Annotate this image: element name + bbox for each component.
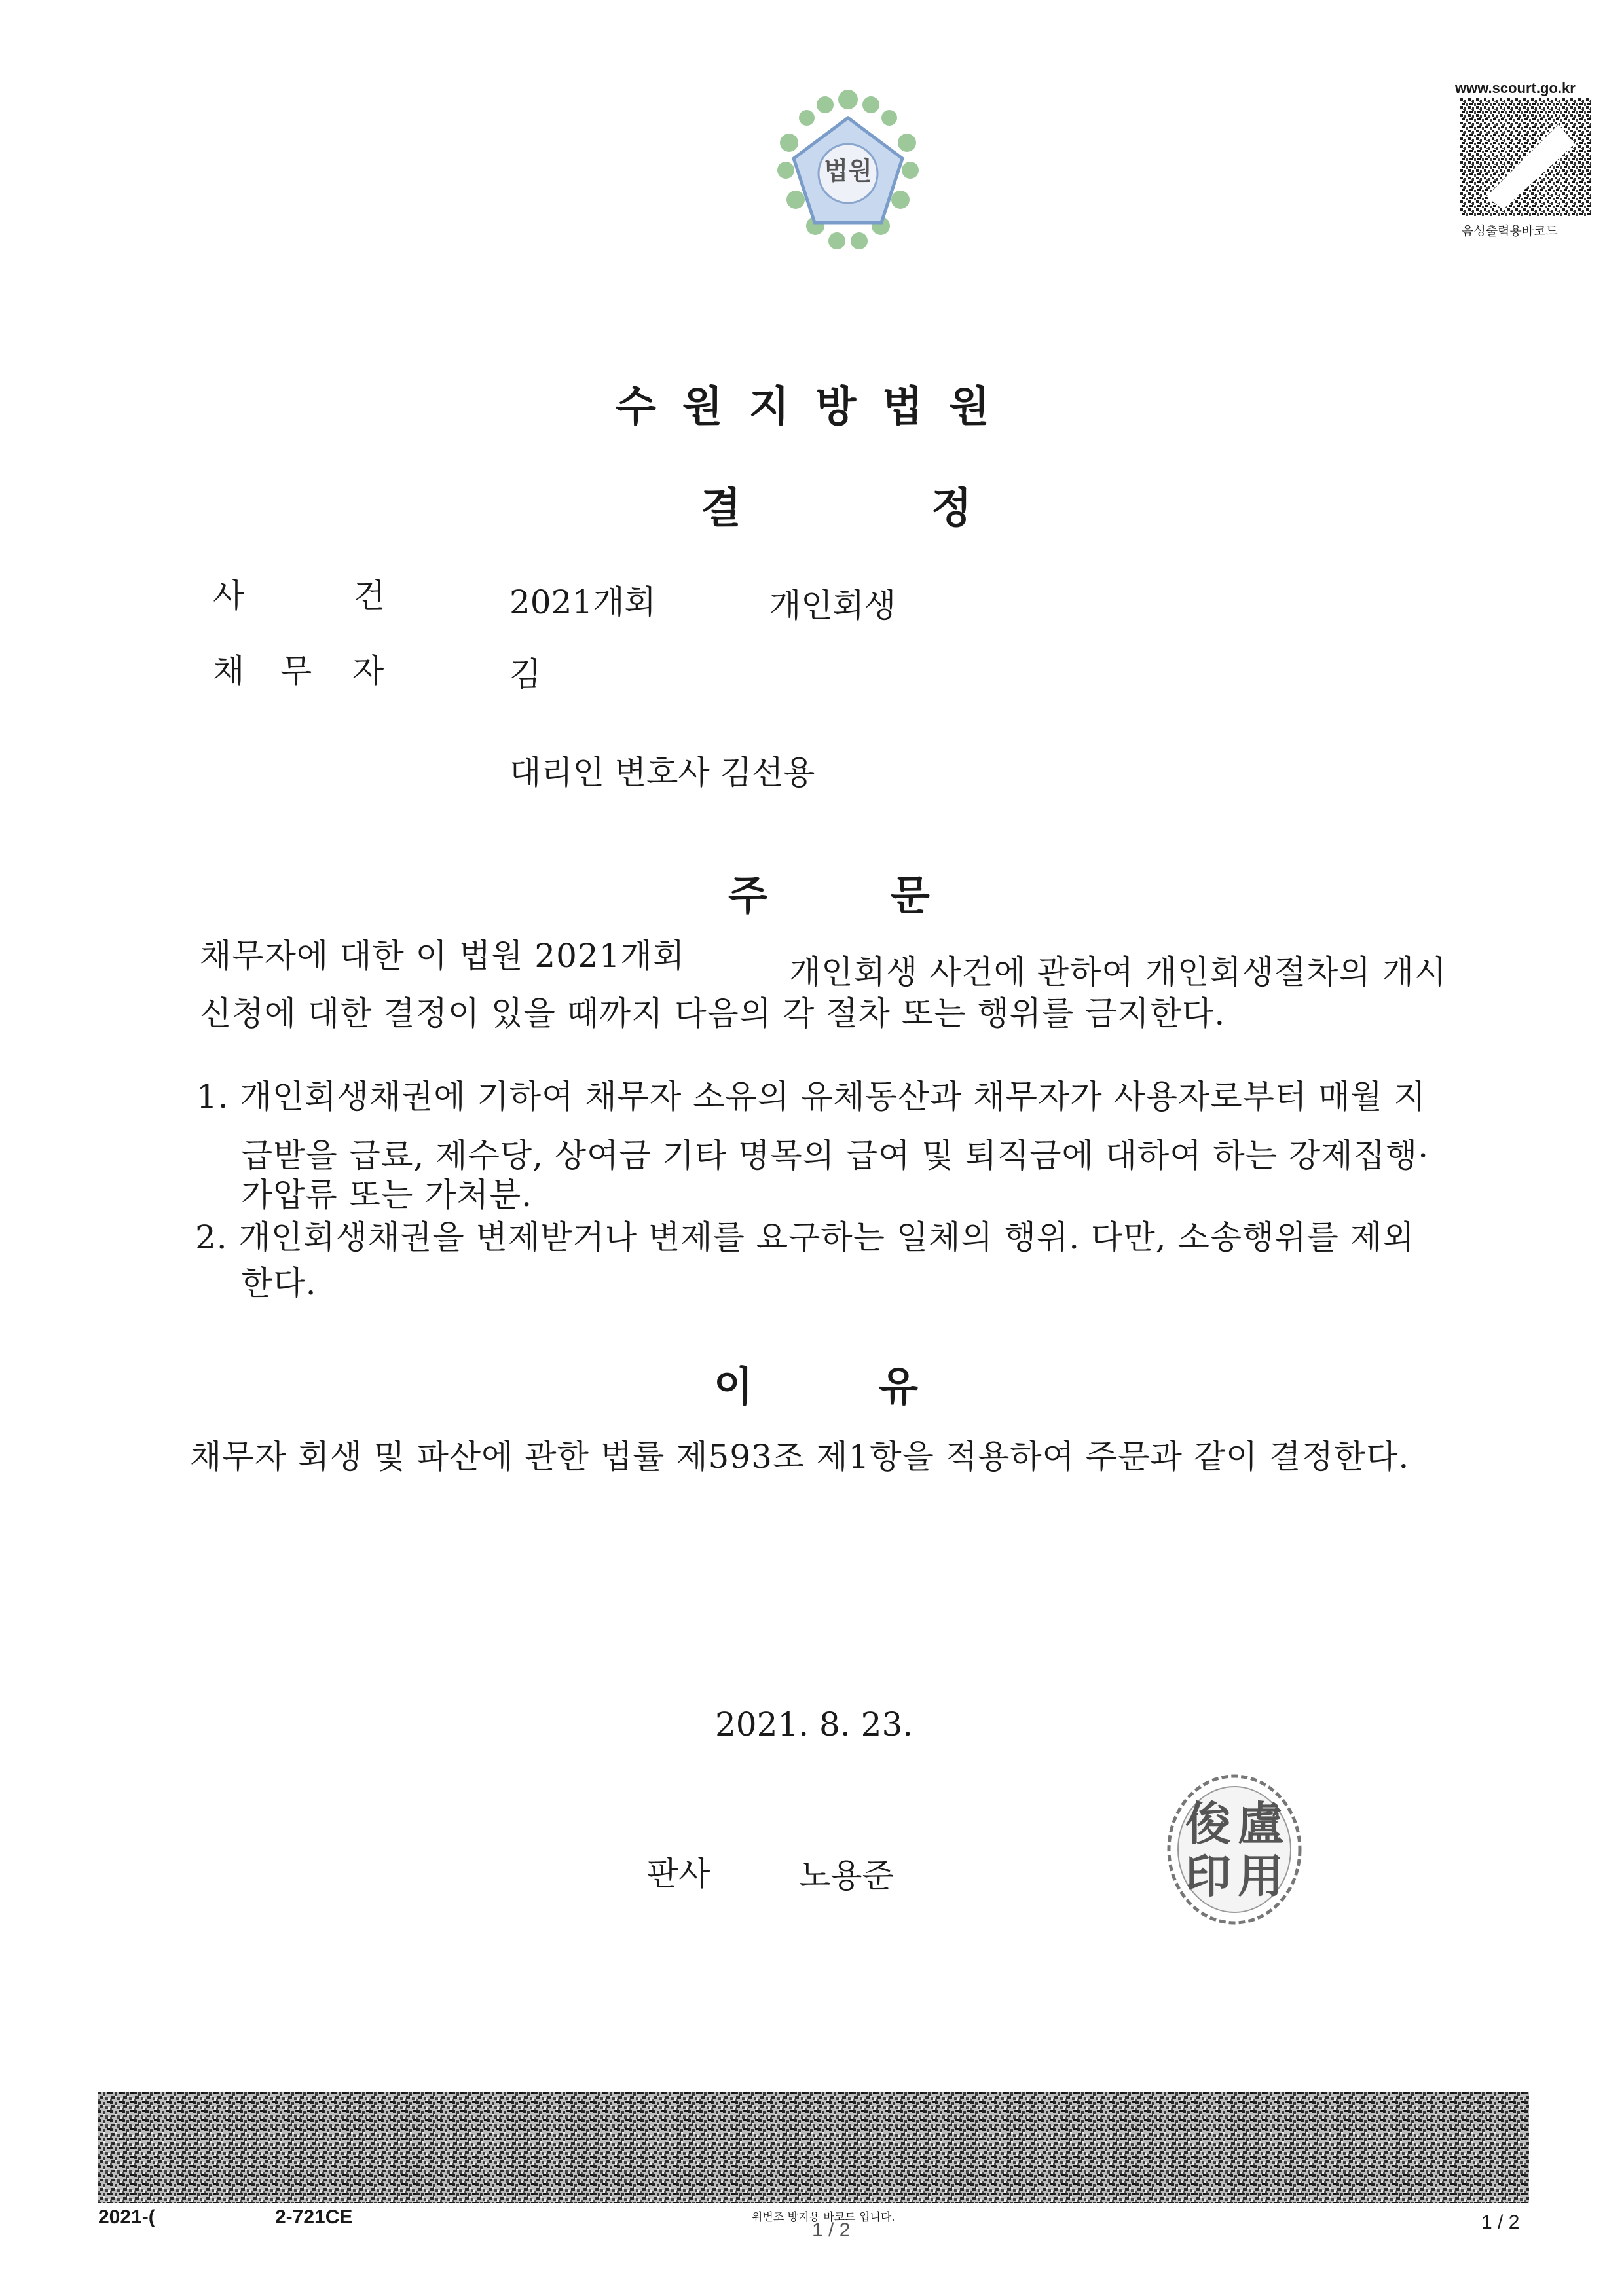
order-item-1-line-1: 1. 개인회생채권에 기하여 채무자 소유의 유체동산과 채무자가 사용자로부터 매월 지 bbox=[196, 1078, 1426, 1116]
svg-text:用: 用 bbox=[1238, 1849, 1283, 1903]
order-item-2-line-1: 2. 개인회생채권을 변제받거나 변제를 요구하는 일체의 행위. 다만, 소송행위를 제외 bbox=[195, 1218, 1415, 1256]
document-title-part-2: 정 bbox=[931, 484, 972, 533]
emblem-label: 법원 bbox=[824, 156, 872, 185]
judge-label: 판사 bbox=[647, 1855, 710, 1893]
svg-text:俊: 俊 bbox=[1185, 1796, 1231, 1851]
case-label-part-1: 사 bbox=[213, 577, 245, 615]
decision-date: 2021. 8. 23. bbox=[715, 1705, 913, 1743]
order-item-1-line-2: 급받을 급료, 제수당, 상여금 기타 명목의 급여 및 퇴직금에 대하여 하는 강제집행· bbox=[241, 1137, 1430, 1175]
order-item-2-line-2: 한다. bbox=[241, 1264, 317, 1302]
document-code-prefix: 2021-( bbox=[98, 2206, 155, 2228]
page-number-right: 1 / 2 bbox=[1481, 2212, 1520, 2233]
debtor-name: 김 bbox=[509, 655, 542, 693]
svg-text:盧: 盧 bbox=[1238, 1796, 1283, 1851]
order-item-1-line-3: 가압류 또는 가처분. bbox=[241, 1176, 533, 1214]
reason-text: 채무자 회생 및 파산에 관한 법률 제593조 제1항을 적용하여 주문과 같이 결정한다. bbox=[190, 1438, 1410, 1476]
court-name: 수원지방법원 bbox=[616, 382, 1016, 431]
reason-heading-part-2: 유 bbox=[879, 1362, 918, 1410]
voice-output-barcode-icon bbox=[1460, 98, 1591, 216]
barcode-caption: 음성출력용바코드 bbox=[1462, 224, 1558, 238]
order-paragraph-line-1a: 채무자에 대한 이 법원 2021개회 bbox=[200, 937, 686, 975]
anti-forgery-barcode-icon bbox=[98, 2092, 1529, 2203]
order-heading-part-1: 주 bbox=[728, 871, 767, 919]
legal-agent: 대리인 변호사 김선용 bbox=[509, 754, 815, 792]
case-label-part-2: 건 bbox=[354, 577, 386, 615]
svg-text:印: 印 bbox=[1185, 1849, 1231, 1903]
debtor-label-part-3: 자 bbox=[352, 652, 384, 690]
page-number-center: 1 / 2 bbox=[812, 2219, 851, 2241]
debtor-label-part-1: 채 bbox=[213, 652, 245, 690]
case-type: 개인회생 bbox=[769, 587, 896, 625]
order-heading-part-2: 문 bbox=[891, 871, 930, 919]
order-paragraph-line-1b: 개인회생 사건에 관하여 개인회생절차의 개시 bbox=[789, 953, 1447, 991]
case-number: 2021개회 bbox=[509, 583, 656, 621]
document-title-part-1: 결 bbox=[701, 484, 741, 533]
debtor-label-part-2: 무 bbox=[280, 652, 312, 690]
document-code-suffix: 2-721CE bbox=[275, 2206, 353, 2228]
barcode-note: 위변조 방지용 바코드 입니다. bbox=[752, 2211, 895, 2224]
judge-name: 노용준 bbox=[799, 1857, 894, 1895]
reason-heading-part-1: 이 bbox=[714, 1362, 753, 1410]
judge-seal-icon bbox=[1159, 1768, 1310, 1931]
scourt-url: www.scourt.go.kr bbox=[1455, 80, 1576, 96]
order-paragraph-line-2: 신청에 대한 결정이 있을 때까지 다음의 각 절차 또는 행위를 금지한다. bbox=[200, 994, 1226, 1032]
